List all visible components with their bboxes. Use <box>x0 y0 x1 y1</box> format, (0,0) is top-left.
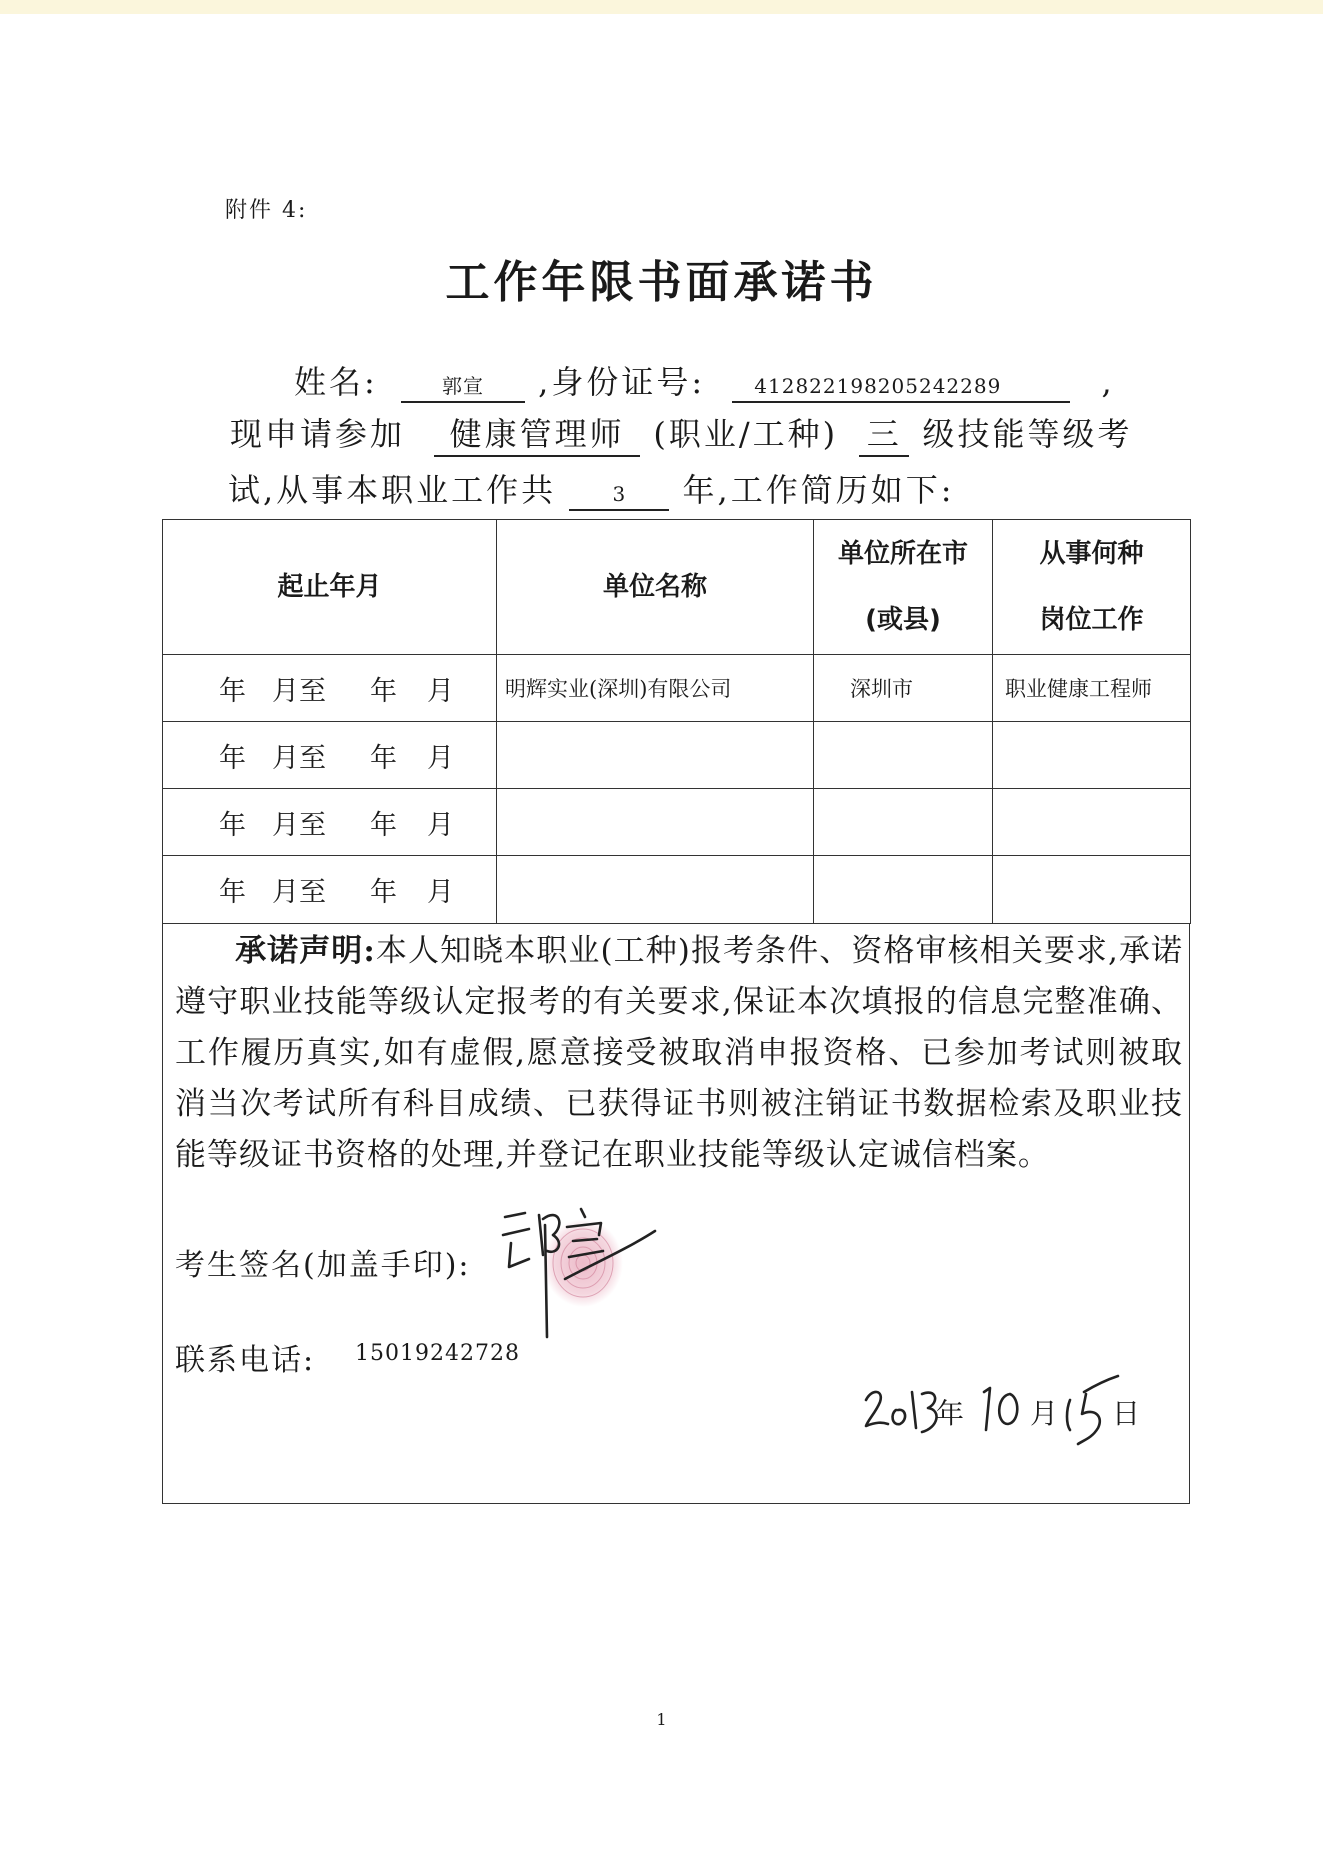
years-field <box>569 471 669 511</box>
intro-comma: , <box>1101 363 1115 401</box>
date-year-2: 年 <box>370 742 397 774</box>
id-label: ,身份证号: <box>538 363 706 401</box>
name-value: 郭宣 <box>441 374 484 398</box>
id-value: 412822198205242289 <box>754 374 1002 398</box>
unit-name-cell <box>497 856 814 924</box>
phone-value: 15019242728 <box>355 1341 520 1366</box>
handwritten-month <box>976 1370 1028 1442</box>
position-cell <box>993 856 1191 924</box>
table-row <box>163 789 1191 856</box>
date-month-2: 月 <box>427 809 454 841</box>
header-position <box>993 520 1191 655</box>
date-month-1: 月至 <box>272 675 326 707</box>
table-row <box>163 856 1191 924</box>
scan-edge-tint <box>0 0 1323 14</box>
intro-line-2 <box>230 409 1132 457</box>
city-cell <box>814 856 993 924</box>
unit-name-cell <box>497 722 814 789</box>
id-field <box>732 363 1070 403</box>
document-title: 工作年限书面承诺书 <box>445 257 878 308</box>
years-suffix: 年,工作简历如下: <box>682 471 955 509</box>
position-cell: 职业健康工程师 <box>993 655 1191 722</box>
intro-line-3 <box>228 465 955 511</box>
city-cell: 深圳市 <box>814 655 993 722</box>
header-city-line2: (或县) <box>865 605 941 635</box>
header-position-line1: 从事何种 <box>1039 539 1144 569</box>
date-year-1: 年 <box>219 742 246 774</box>
table-row <box>163 722 1191 789</box>
date-month-2: 月 <box>427 675 454 707</box>
declaration-heading: 承诺声明: <box>235 933 376 969</box>
period-cell <box>163 789 497 856</box>
table-row <box>163 655 1191 722</box>
occupation-suffix: (职业/工种) <box>653 415 839 453</box>
date-year-1: 年 <box>219 809 246 841</box>
attachment-label: 附件 4: <box>225 198 308 223</box>
unit-name-cell: 明辉实业(深圳)有限公司 <box>497 655 814 722</box>
page-number: 1 <box>656 1710 667 1729</box>
date-month-2: 月 <box>427 742 454 774</box>
period-cell <box>163 856 497 924</box>
occupation-field <box>434 409 640 457</box>
apply-prefix: 现申请参加 <box>230 415 406 453</box>
declaration-text: 本人知晓本职业(工种)报考条件、资格审核相关要求,承诺遵守职业技能等级认定报考的有关要求,保证本次填报的信息完整准确、工作履历真实,如有虚假,愿意接受被取消申报资格、已参加考试则被取消当次考试所有科目成绩、已获得证书则被注销证书数据检索及职业技能等级证书资格的处理,并登记在职业技能等级认定诚信档案。 <box>175 933 1183 1173</box>
table-header-row <box>163 520 1191 655</box>
phone-label: 联系电话: <box>175 1343 316 1378</box>
occupation-value: 健康管理师 <box>449 415 625 453</box>
date-month-2: 月 <box>427 877 454 908</box>
date-year-label: 年 <box>936 1397 965 1430</box>
header-city <box>814 520 993 655</box>
intro-line-1 <box>294 357 1115 403</box>
date-year-2: 年 <box>370 809 397 841</box>
header-period: 起止年月 <box>163 520 497 655</box>
handwritten-year <box>862 1370 944 1442</box>
city-cell <box>814 789 993 856</box>
date-month-label: 月 <box>1030 1397 1059 1430</box>
position-cell <box>993 722 1191 789</box>
date-year-2: 年 <box>370 877 397 908</box>
level-field <box>859 409 909 457</box>
header-position-line2: 岗位工作 <box>1039 605 1144 635</box>
years-value: 3 <box>612 482 627 506</box>
name-field <box>401 363 525 403</box>
signature-label: 考生签名(加盖手印): <box>175 1248 471 1283</box>
date-year-1: 年 <box>219 675 246 707</box>
date-year-1: 年 <box>219 877 246 908</box>
date-month-1: 月至 <box>272 809 326 841</box>
date-month-1: 月至 <box>272 742 326 774</box>
unit-name-cell <box>497 789 814 856</box>
date-month-1: 月至 <box>272 877 326 908</box>
header-unit-name: 单位名称 <box>497 520 814 655</box>
period-cell <box>163 655 497 722</box>
signature-handwriting <box>495 1195 665 1355</box>
header-city-line1: 单位所在市 <box>837 539 968 569</box>
city-cell <box>814 722 993 789</box>
level-value: 三 <box>866 415 902 453</box>
declaration-paragraph <box>175 926 1183 1181</box>
position-cell <box>993 789 1191 856</box>
date-year-2: 年 <box>370 675 397 707</box>
years-prefix: 试,从事本职业工作共 <box>228 471 557 509</box>
date-day-label: 日 <box>1112 1397 1141 1430</box>
work-history-table <box>162 519 1191 924</box>
period-cell <box>163 722 497 789</box>
level-suffix: 级技能等级考 <box>922 415 1133 453</box>
name-label: 姓名: <box>294 363 378 401</box>
